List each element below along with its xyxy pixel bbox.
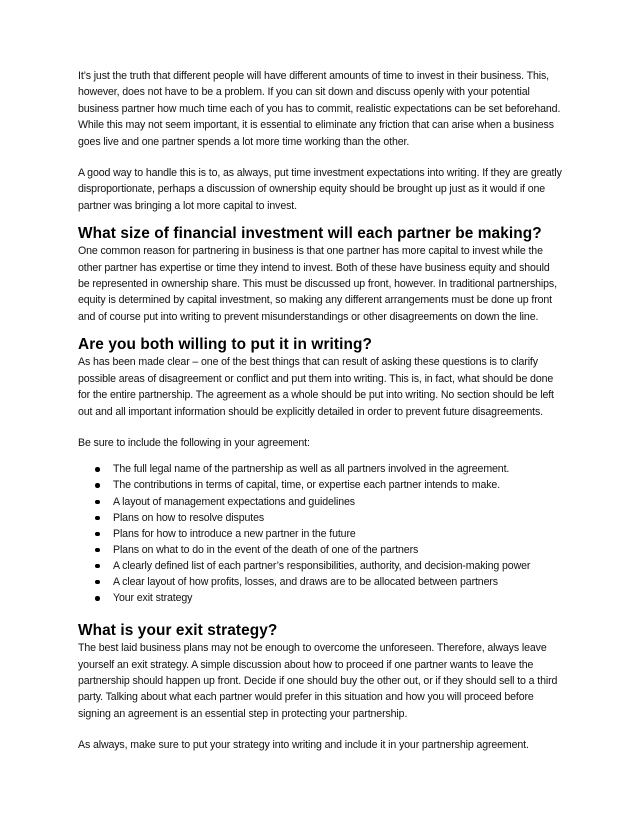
bullet-icon — [95, 467, 100, 472]
writing-paragraph-1: As has been made clear – one of the best things that can result of asking these questions is to clarify possible areas of disagreement or conflict and put them into writing. This is, in fact, what should be done for the entire partnership. The agreement as a whole should be put into writing. No section should be left out and all important information should be explicitly detailed in order to prevent future disagreements. — [78, 356, 554, 418]
heading-financial-investment: What size of financial investment will each partner be making? — [78, 225, 542, 243]
bullet-icon — [95, 483, 100, 488]
intro-paragraph-1: It’s just the truth that different people will have different amounts of time to invest in their business. This, however, does not have to be a problem. If you can sit down and discuss openly with your potential business partner how much time each of you has to commit, realistic expectations can be set beforehand. While this may not seem important, it is essential to eliminate any friction that can arise when a business goes live and one partner spends a lot more time working than the other. — [78, 70, 561, 148]
list-item: The full legal name of the partnership as well as all partners involved in the agreement. — [95, 461, 562, 477]
exit-paragraph-1: The best laid business plans may not be enough to overcome the unforeseen. Therefore, always leave yourself an exit strategy. A simple discussion about how to proceed if one partner wants to leave the partnership should happen up front. Decide if one should buy the other out, or if they should sell to a third party. Talking about what each partner would prefer in this situation and how you will proceed before signing an agreement is an essential step in protecting your partnership. — [78, 642, 558, 720]
bullet-icon — [95, 564, 100, 569]
writing-paragraph-2: Be sure to include the following in your agreement: — [78, 436, 310, 449]
list-item: A layout of management expectations and guidelines — [95, 494, 562, 510]
list-item: Plans on what to do in the event of the death of one of the partners — [95, 542, 562, 558]
bullet-icon — [95, 548, 100, 553]
list-item: The contributions in terms of capital, time, or expertise each partner intends to make. — [95, 477, 562, 493]
bullet-icon — [95, 596, 100, 601]
list-item: Plans on how to resolve disputes — [95, 510, 562, 526]
intro-paragraph-2: A good way to handle this is to, as always, put time investment expectations into writing. If they are greatly disproportionate, perhaps a discussion of ownership equity should be brought up just as it would if one partner was bringing a lot more capital to invest. — [78, 167, 562, 212]
list-item: A clear layout of how profits, losses, and draws are to be allocated between partners — [95, 574, 562, 590]
exit-paragraph-2: As always, make sure to put your strategy into writing and include it in your partnership agreement. — [78, 739, 529, 752]
financial-paragraph: One common reason for partnering in business is that one partner has more capital to invest while the other partner has expertise or time they intend to invest. Both of these have business equity and should be represented in ownership share. This must be discussed up front, however. In traditional partnerships, equity is determined by capital investment, so making any different arrangements must be done up front and of course put into writing to prevent misunderstandings or other disagreements on down the line. — [78, 245, 557, 323]
document-page — [78, 68, 562, 754]
list-item: Your exit strategy — [95, 590, 562, 606]
heading-exit-strategy: What is your exit strategy? — [78, 622, 278, 640]
bullet-icon — [95, 580, 100, 585]
bullet-icon — [95, 532, 100, 537]
list-item: A clearly defined list of each partner’s responsibilities, authority, and decision-making power — [95, 558, 562, 574]
bullet-icon — [95, 516, 100, 521]
bullet-icon — [95, 500, 100, 505]
list-item: Plans for how to introduce a new partner in the future — [95, 526, 562, 542]
agreement-checklist — [78, 461, 562, 606]
heading-put-in-writing: Are you both willing to put it in writing? — [78, 336, 373, 354]
